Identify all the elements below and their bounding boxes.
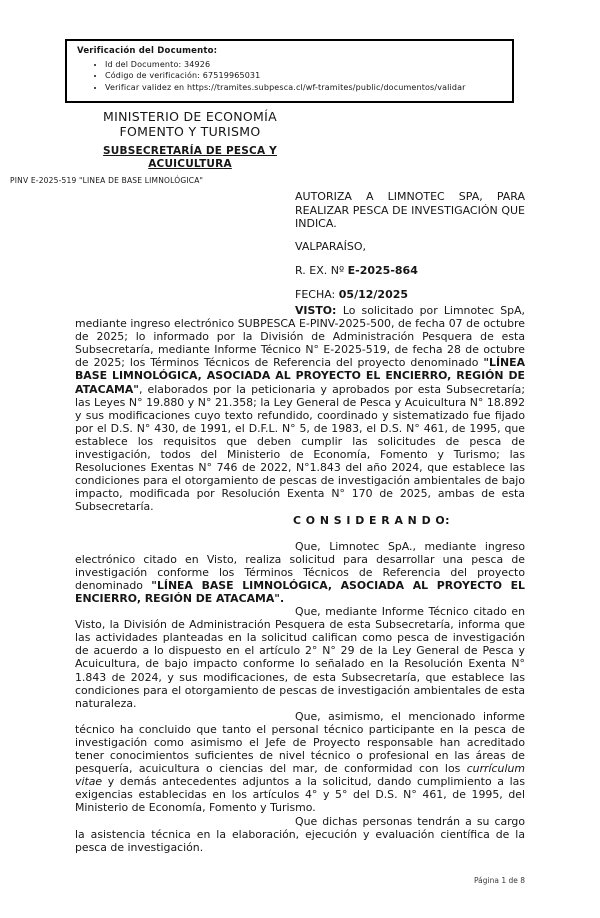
- considerando-heading: C O N S I D E R A N D O:: [293, 513, 451, 527]
- text-run: "LÍNEA BASE LIMNOLÓGICA, ASOCIADA AL PROYECTO EL ENCIERRO, REGIÓN DE ATACAMA": [75, 356, 525, 396]
- date-line: [295, 288, 408, 301]
- page-number: Página 1 de 8: [474, 876, 526, 885]
- date-value: 05/12/2025: [338, 288, 409, 301]
- verification-item-document-id: • Id del Documento: 34926: [105, 59, 506, 71]
- verification-title: Verificación del Documento:: [77, 46, 218, 56]
- verification-list: [77, 59, 506, 94]
- considerando-paragraph-1: [75, 540, 525, 605]
- ministry-name-line2: FOMENTO Y TURISMO: [119, 123, 261, 139]
- considerando-paragraph-3: [75, 710, 525, 815]
- resolution-body: [75, 304, 525, 854]
- text-run: Que, asimismo, el mencionado informe técnico ha concluido que tanto el personal técnico participante en la pesca de investigación como asimismo el Jefe de Proyecto responsable han acreditado tener conocimientos suficientes de nivel técnico o profesional en las áreas de pesquería, acuicultura o ciencias del mar, de conformidad con los: [75, 709, 525, 776]
- verification-item-url: • Verificar validez en https://tramites.subpesca.cl/wf-tramites/public/documentos/validar: [105, 82, 506, 94]
- ministry-header: [40, 110, 340, 170]
- resolution-number: E-2025-864: [347, 264, 418, 277]
- text-run: Que dichas personas tendrán a su cargo la asistencia técnica en la elaboración, ejecución y evaluación científica de la pesca de investigación.: [75, 814, 525, 854]
- text-run: Que, mediante Informe Técnico citado en Visto, la División de Administración Pesquera de esta Subsecretaría, informa que las actividades planteadas en la solicitud califican como pesca de investigación de acuerdo a lo dispuesto en el artículo 2° N° 29 de la Ley General de Pesca y Acuicultura, de bajo impacto conforme lo señalado en la Resolución Exenta N° 1.843 de 2024, y sus modificaciones, de esta Subsecretaría, que establece las condiciones para el otorgamiento de pescas de investigación ambientales de esta naturaleza.: [75, 605, 525, 710]
- verification-item-code: • Código de verificación: 67519965031: [105, 70, 506, 82]
- text-run: currículum vitae: [75, 762, 525, 789]
- resolution-number-line: [295, 264, 418, 277]
- subsecretaria-name: SUBSECRETARÍA DE PESCA Y ACUICULTURA: [103, 145, 277, 170]
- project-reference: PINV E-2025-519 "LINEA DE BASE LIMNOLÓGICA": [10, 176, 204, 185]
- considerando-paragraph-4: [75, 815, 525, 854]
- text-run: Lo solicitado por Limnotec SpA, mediante ingreso electrónico SUBPESCA E-PINV-2025-500, de fecha 07 de octubre de 2025; lo informado por la División de Administración Pesquera de esta Subsecretaría, mediante Informe Técnico N° E-2025-519, de fecha 28 de octubre de 2025; los Términos Técnicos de Referencia del proyecto denominado: [75, 304, 525, 370]
- text-run: Que, Limnotec SpA., mediante ingreso electrónico citado en Visto, realiza solicitud para desarrollar una pesca de investigación conforme los Términos Técnicos de Referencia del proyecto denominado: [75, 539, 525, 592]
- resolution-number-label: R. EX. Nº: [295, 264, 348, 277]
- ministry-name-line1: MINISTERIO DE ECONOMÍA: [103, 109, 277, 124]
- date-label: FECHA:: [295, 288, 339, 301]
- text-run: VISTO:: [295, 304, 343, 317]
- text-run: "LÍNEA BASE LIMNOLÓGICA, ASOCIADA AL PROYECTO EL ENCIERRO, REGIÓN DE ATACAMA".: [75, 578, 525, 605]
- considerando-paragraph-2: [75, 605, 525, 710]
- visto-paragraph: [75, 304, 525, 514]
- text-run: , elaborados por la peticionaria y aprobados por esta Subsecretaría; las Leyes N° 19.880 y N° 21.358; la Ley General de Pesca y Acuicultura N° 18.892 y sus modificaciones cuyo texto refundido, coordinado y sistematizado fue fijado por el D.S. N° 430, de 1991, el D.F.L. N° 5, de 1983, el D.S. N° 461, de 1995, que establece los requisitos que deben cumplir las solicitudes de pesca de investigación, todos del Ministerio de Economía, Fomento y Turismo; las Resoluciones Exentas N° 746 de 2022, N°1.843 del año 2024, que establece las condiciones para el otorgamiento de pescas de investigación ambientales de bajo impacto, modificada por Resolución Exenta N° 170 de 2025, ambas de esta Subsecretaría.: [75, 382, 525, 514]
- text-run: y demás antecedentes adjuntos a la solicitud, dando cumplimiento a las exigencias establecidas en los artículos 4° y 5° del D.S. N° 461, de 1995, del Ministerio de Economía, Fomento y Turismo.: [75, 775, 525, 815]
- resolution-subject: AUTORIZA A LIMNOTEC SPA, PARA REALIZAR PESCA DE INVESTIGACIÓN QUE INDICA.: [295, 190, 525, 230]
- city-line: VALPARAÍSO,: [295, 240, 367, 253]
- verification-box: [65, 39, 514, 103]
